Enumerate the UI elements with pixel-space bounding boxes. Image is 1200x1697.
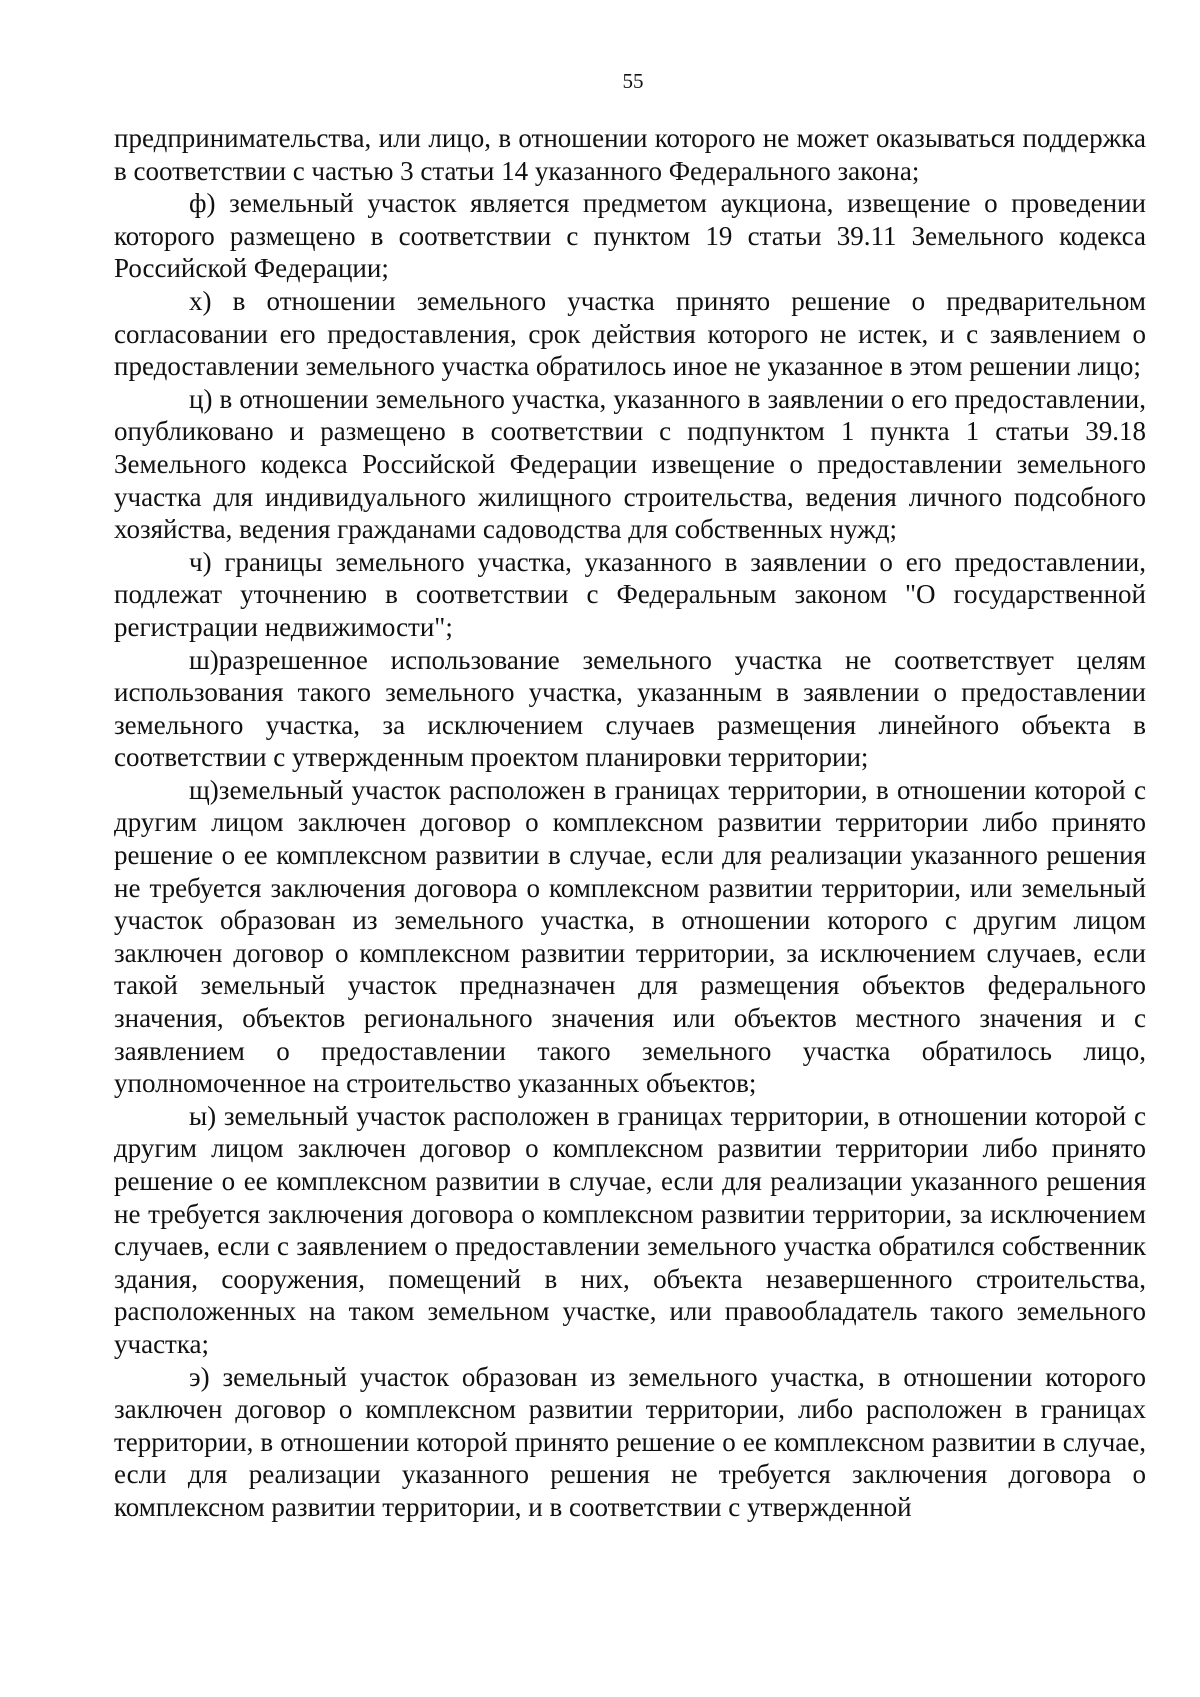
- page-number: 55: [622, 69, 644, 93]
- paragraph-item-kh: х) в отношении земельного участка принято решение о предварительном согласовании его предоставления, срок действия которого не истек, и с заявлением о предоставлении земельного участка обратилось иное не указанное в этом решении лицо;: [114, 285, 1146, 382]
- paragraph-item-e: э) земельный участок образован из земельного участка, в отношении которого заключен договор о комплексном развитии территории, либо расположен в границах территории, в отношении которой принято решение о ее комплексном развитии в случае, если для реализации указанного решения не требуется заключения договора о комплексном развитии территории, и в соответствии с утвержденной: [114, 1361, 1146, 1522]
- paragraph-item-y: ы) земельный участок расположен в границах территории, в отношении которой с другим лицом заключен договор о комплексном развитии территории либо принято решение о ее комплексном развитии в случае, если для реализации указанного решения не требуется заключения договора о комплексном развитии территории, за исключением случаев, если с заявлением о предоставлении земельного участка обратился собственник здания, сооружения, помещений в них, объекта незавершенного строительства, расположенных на таком земельном участке, или правообладатель такого земельного участка;: [114, 1100, 1146, 1359]
- paragraph-continuation: предпринимательства, или лицо, в отношении которого не может оказываться поддержка в соответствии с частью 3 статьи 14 указанного Федерального закона;: [114, 123, 1146, 186]
- paragraph-item-ts: ц) в отношении земельного участка, указанного в заявлении о его предоставлении, опубликовано и размещено в соответствии с подпунктом 1 пункта 1 статьи 39.18 Земельного кодекса Российской Федерации извещение о предоставлении земельного участка для индивидуального жилищного строительства, ведения личного подсобного хозяйства, ведения гражданами садоводства для собственных нужд;: [114, 383, 1146, 545]
- paragraph-item-ch: ч) границы земельного участка, указанного в заявлении о его предоставлении, подлежат уточнению в соответствии с Федеральным законом "О государственной регистрации недвижимости";: [114, 546, 1146, 642]
- paragraph-item-f: ф) земельный участок является предметом аукциона, извещение о проведении которого размещено в соответствии с пунктом 19 статьи 39.11 Земельного кодекса Российской Федерации;: [114, 188, 1146, 284]
- document-body: [114, 122, 1146, 1524]
- paragraph-item-shch: щ)земельный участок расположен в границах территории, в отношении которой с другим лицом заключен договор о комплексном развитии территории либо принято решение о ее комплексном развитии в случае, если для реализации указанного решения не требуется заключения договора о комплексном развитии территории, или земельный участок образован из земельного участка, в отношении которого с другим лицом заключен договор о комплексном развитии территории, за исключением случаев, если такой земельный участок предназначен для размещения объектов федерального значения, объектов регионального значения или объектов местного значения и с заявлением о предоставлении такого земельного участка обратилось лицо, уполномоченное на строительство указанных объектов;: [114, 774, 1146, 1099]
- paragraph-item-sh: ш)разрешенное использование земельного участка не соответствует целям использования такого земельного участка, указанным в заявлении о предоставлении земельного участка, за исключением случаев размещения линейного объекта в соответствии с утвержденным проектом планировки территории;: [114, 644, 1146, 773]
